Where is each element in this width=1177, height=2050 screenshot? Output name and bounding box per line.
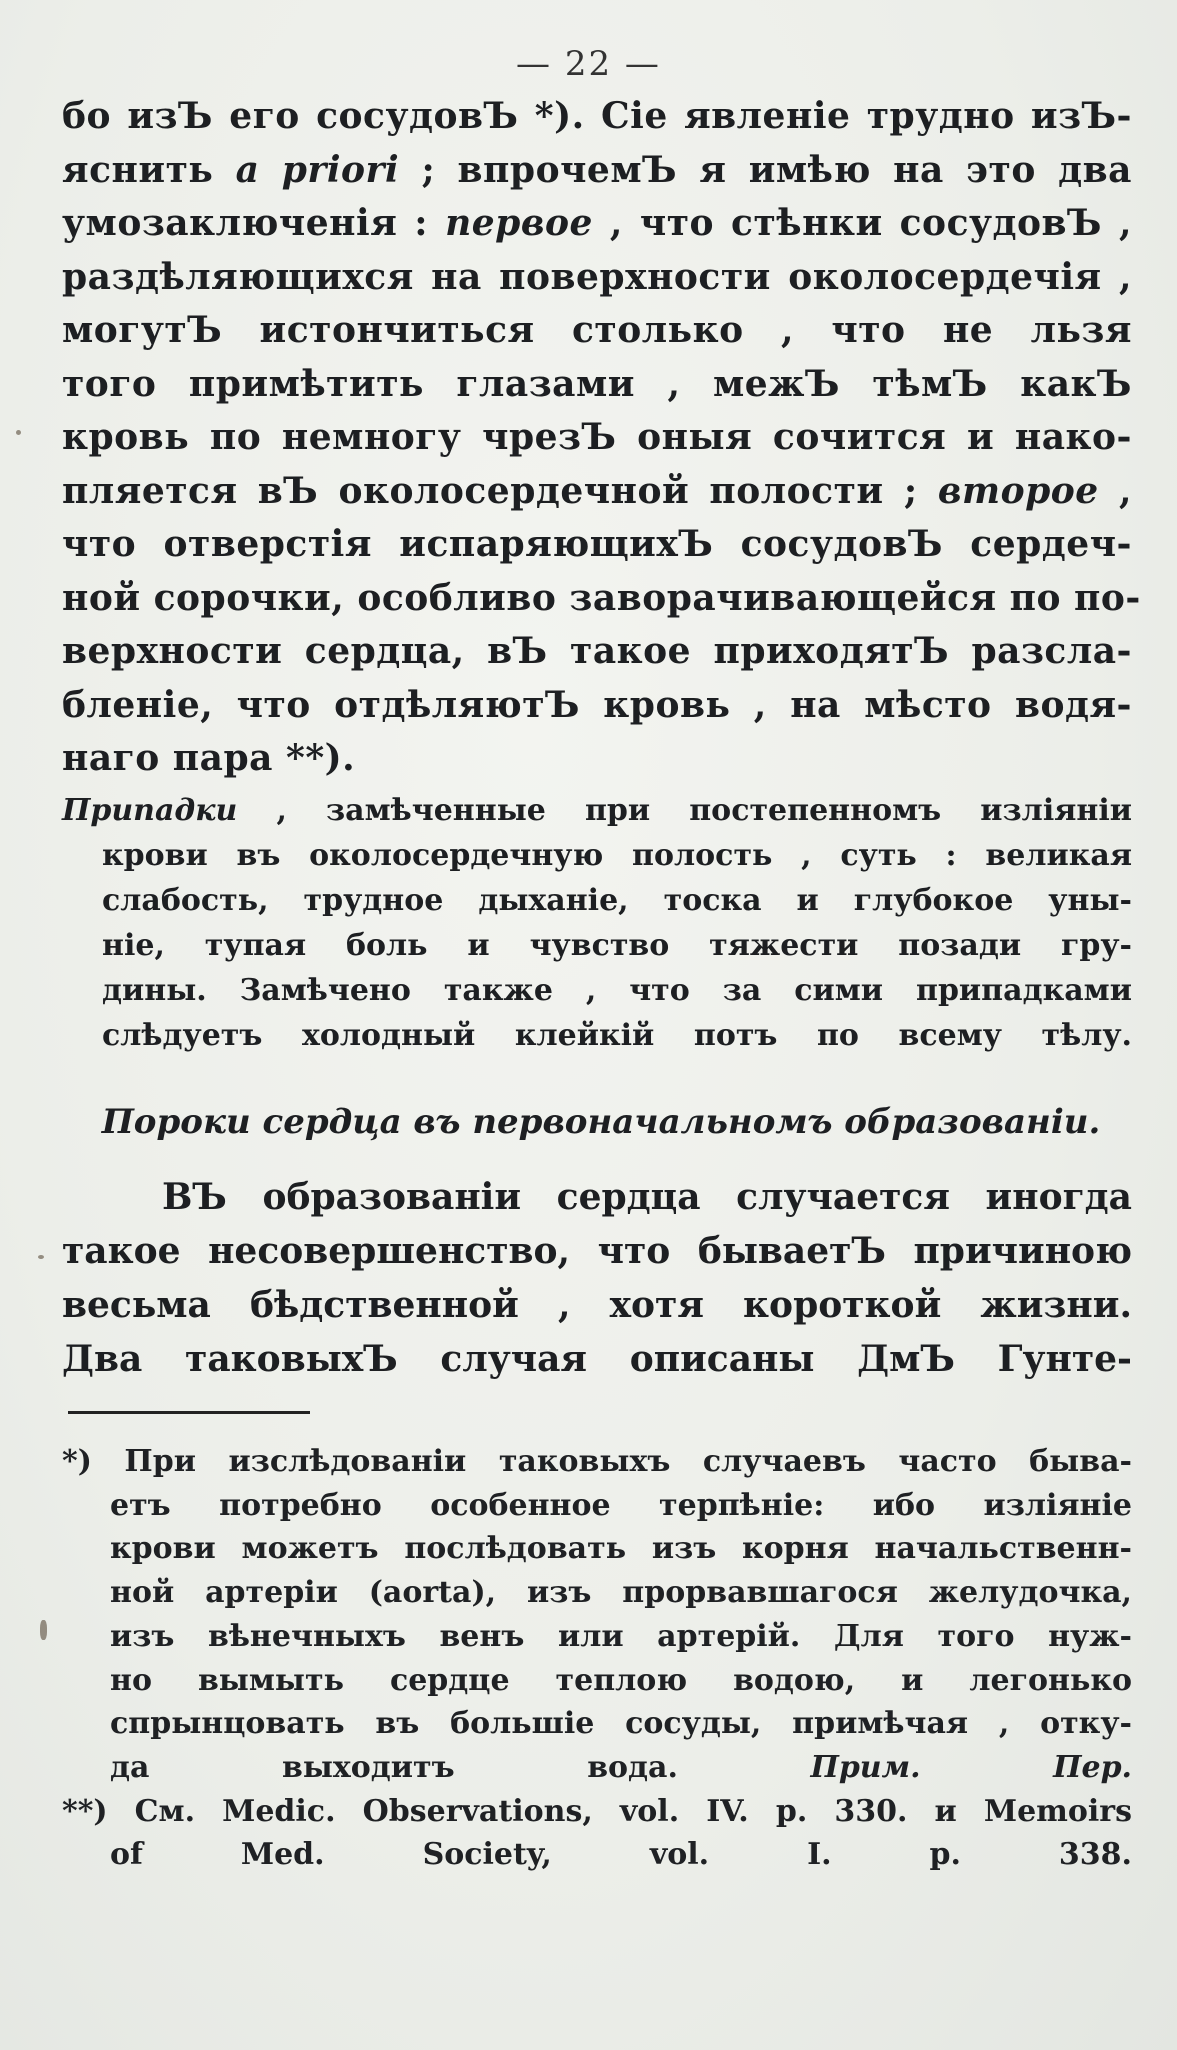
text-line: Припадки , замѣченные при постепенномъ изліяніи — [62, 793, 1132, 828]
text-line: бо изЪ его сосудовЪ *). Сіе явленіе трудно изЪ- — [62, 95, 1132, 137]
footnote-line: но вымыть сердце теплою водою, и легонько — [110, 1662, 1132, 1698]
paper-speck — [40, 1620, 47, 1640]
text-line: ніе, тупая боль и чувство тяжести позади гру- — [102, 928, 1132, 963]
section-heading: Пороки сердца въ первоначальномъ образованіи. — [101, 1102, 1101, 1142]
symptoms-paragraph — [62, 788, 1132, 1058]
text-line: могутЪ истончиться столько , что не льзя — [62, 309, 1132, 351]
text-line: верхности сердца, вЪ такое приходятЪ разсла- — [62, 630, 1132, 672]
paper-speck — [16, 430, 21, 435]
text-line: что отверстія испаряющихЪ сосудовЪ сердеч- — [62, 523, 1132, 565]
footnote-divider — [68, 1411, 310, 1414]
text-line: бленіе, что отдѣляютЪ кровь , на мѣсто водя- — [62, 683, 1132, 726]
text-line: раздѣляющихся на поверхности околосердечія , — [62, 255, 1132, 298]
footnote-line: спрынцовать въ большіе сосуды, примѣчая , отку- — [110, 1706, 1132, 1742]
text-line: слабость, трудное дыханіе, тоска и глубокое уны- — [102, 883, 1132, 918]
text-line: весьма бѣдственной , хотя короткой жизни. — [62, 1284, 1132, 1326]
footnote-line: да выходитъ вода. Прим. Пер. — [110, 1749, 1132, 1785]
section-paragraph — [62, 1170, 1132, 1386]
text-line: такое несовершенство, что бываетЪ причиною — [62, 1230, 1132, 1272]
text-line: ВЪ образованіи сердца случается иногда — [162, 1176, 1132, 1218]
footnote-line: крови можетъ послѣдовать изъ корня начальственн- — [110, 1531, 1132, 1567]
text-line: ной сорочки, особливо заворачивающейся по по- — [62, 576, 1141, 619]
text-line: Два таковыхЪ случая описаны ДмЪ Гунте- — [62, 1338, 1132, 1380]
footnotes — [62, 1440, 1132, 1877]
text-line: дины. Замѣчено также , что за сими припадками — [102, 973, 1132, 1008]
footnote-line: *) При изслѣдованіи таковыхъ случаевъ часто быва- — [62, 1444, 1132, 1479]
text-line: кровь по немногу чрезЪ оныя сочится и нако- — [62, 416, 1132, 458]
page-number: — 22 — — [516, 44, 661, 84]
footnote-line: етъ потребно особенное терпѣніе: ибо изліяніе — [110, 1487, 1132, 1523]
text-line: наго пара **). — [62, 737, 356, 779]
footnote-line: изъ вѣнечныхъ венъ или артерій. Для того нуж- — [110, 1618, 1132, 1654]
footnote-line: of Med. Society, vol. I. p. 338. — [110, 1837, 1132, 1873]
main-paragraph — [62, 90, 1141, 786]
footnote-line: ной артеріи (aorta), изъ прорвавшагося желудочка, — [110, 1575, 1132, 1611]
text-line: пляется вЪ околосердечной полости ; второе , — [62, 469, 1132, 512]
footnote-line: **) См. Medic. Observations, vol. IV. p. 330. и Memoirs — [62, 1793, 1132, 1829]
text-line: яснить a priori ; впрочемЪ я имѣю на это два — [62, 148, 1132, 191]
text-line: умозаключенія : первое , что стѣнки сосудовЪ , — [62, 202, 1133, 244]
text-line: слѣдуетъ холодный клейкій потъ по всему тѣлу. — [102, 1018, 1132, 1053]
text-line: того примѣтить глазами , межЪ тѣмЪ какЪ — [62, 362, 1132, 405]
text-line: крови въ околосердечную полость , суть : великая — [102, 838, 1132, 873]
paper-speck — [38, 1255, 44, 1259]
